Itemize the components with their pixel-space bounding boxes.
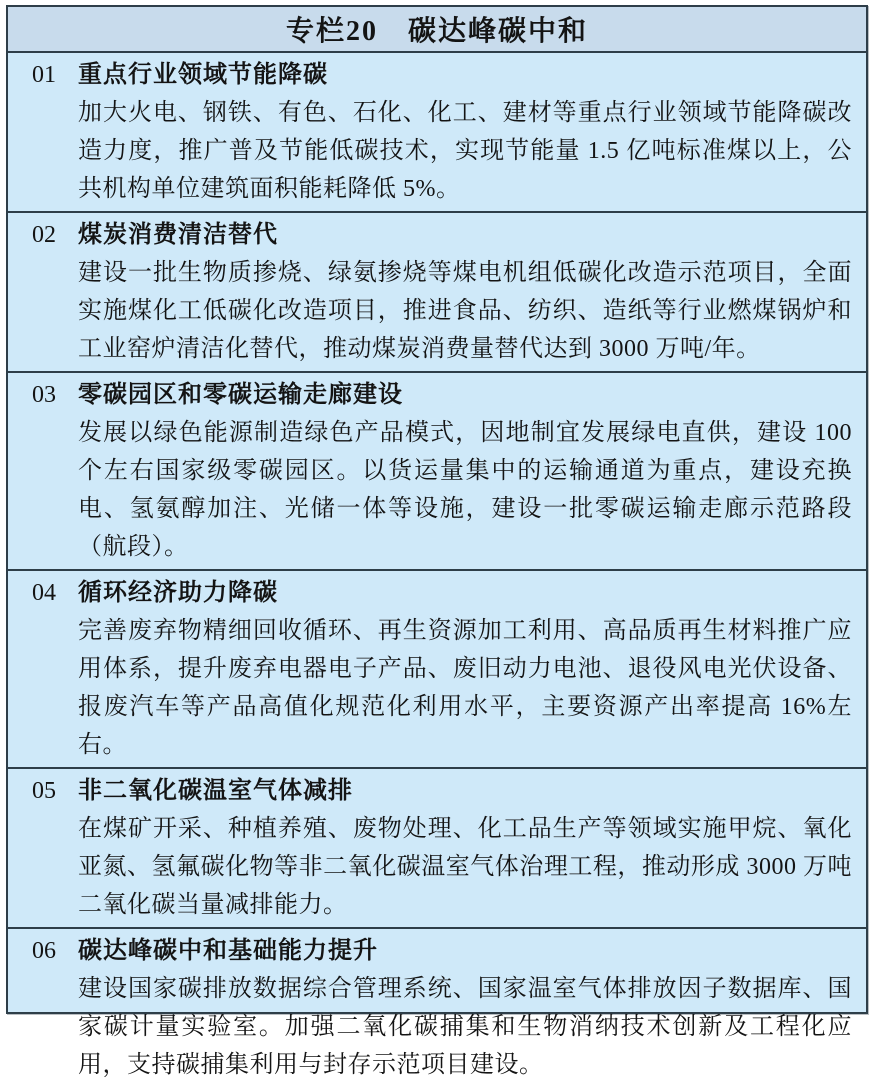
section-body: 建设一批生物质掺烧、绿氨掺烧等煤电机组低碳化改造示范项目，全面实施煤化工低碳化改造项目，推进食品、纺织、造纸等行业燃煤锅炉和工业窑炉清洁化替代，推动煤炭消费量替代达到 3000 万吨/年。 — [78, 260, 852, 362]
section-06 — [8, 929, 866, 1087]
section-number: 04 — [32, 580, 56, 606]
section-body: 在煤矿开采、种植养殖、废物处理、化工品生产等领域实施甲烷、氧化亚氮、氢氟碳化物等非二氧化碳温室气体治理工程，推动形成 3000 万吨二氧化碳当量减排能力。 — [78, 816, 852, 918]
section-04 — [8, 571, 866, 769]
section-content — [78, 772, 866, 924]
section-01 — [8, 53, 866, 213]
section-number: 06 — [32, 938, 56, 964]
section-title: 非二氧化碳温室气体减排 — [78, 778, 353, 804]
section-03 — [8, 373, 866, 571]
column-box — [6, 5, 868, 1078]
section-content — [78, 216, 866, 368]
section-content — [78, 932, 866, 1084]
column-title: 专栏20 碳达峰碳中和 — [285, 16, 588, 47]
column-title-bar — [8, 7, 866, 53]
section-body: 完善废弃物精细回收循环、再生资源加工利用、高品质再生材料推广应用体系，提升废弃电器电子产品、废旧动力电池、退役风电光伏设备、报废汽车等产品高值化规范化利用水平，主要资源产出率提高 16%左右。 — [78, 618, 852, 758]
section-content — [78, 376, 866, 566]
section-02 — [8, 213, 866, 373]
section-content — [78, 56, 866, 208]
section-body: 建设国家碳排放数据综合管理系统、国家温室气体排放因子数据库、国家碳计量实验室。加强二氧化碳捕集和生物消纳技术创新及工程化应用，支持碳捕集利用与封存示范项目建设。 — [78, 976, 852, 1078]
section-number: 03 — [32, 382, 56, 408]
section-content — [78, 574, 866, 764]
section-title: 煤炭消费清洁替代 — [78, 222, 278, 248]
section-05 — [8, 769, 866, 929]
section-body: 发展以绿色能源制造绿色产品模式，因地制宜发展绿电直供，建设 100 个左右国家级零碳园区。以货运量集中的运输通道为重点，建设充换电、氢氨醇加注、光储一体等设施，建设一批零碳运输走廊示范路段（航段）。 — [78, 420, 852, 560]
section-number: 01 — [32, 62, 56, 88]
section-number: 02 — [32, 222, 56, 248]
section-title: 碳达峰碳中和基础能力提升 — [78, 938, 378, 964]
section-title: 零碳园区和零碳运输走廊建设 — [78, 382, 403, 408]
section-number: 05 — [32, 778, 56, 804]
section-title: 重点行业领域节能降碳 — [78, 62, 328, 88]
section-body: 加大火电、钢铁、有色、石化、化工、建材等重点行业领域节能降碳改造力度，推广普及节能低碳技术，实现节能量 1.5 亿吨标准煤以上，公共机构单位建筑面积能耗降低 5%。 — [78, 100, 852, 202]
section-title: 循环经济助力降碳 — [78, 580, 278, 606]
